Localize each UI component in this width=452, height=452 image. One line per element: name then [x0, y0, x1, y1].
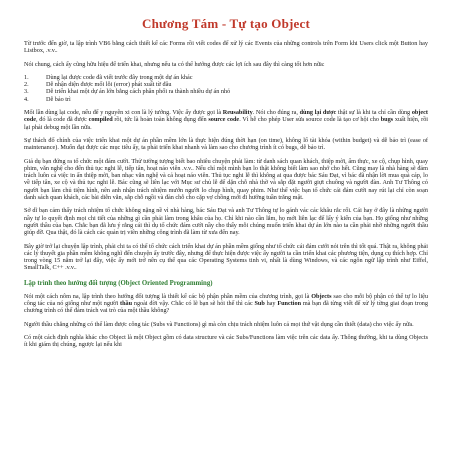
term-objects: Objects [311, 292, 332, 300]
benefits-list [24, 74, 428, 103]
list-text: Dùng lại được code đã viết trước đây trong một dự án khác [46, 73, 193, 81]
term-compiled: compiled [88, 116, 113, 124]
list-number: 4. [24, 95, 29, 103]
term-reusability: Reusability [222, 109, 253, 117]
section-heading: Lập trình theo hướng đối tượng (Object Oriented Programming) [24, 279, 213, 287]
wedding-paragraph: Giả dụ bạn đứng ra tổ chức một đám cưới. Thử tưởng tượng biết bao nhiêu chuyện phải làm: từ danh sách quan khách, thiệp mời, ẩm thực, xe cộ, chụp hình, quay phim, văn nghệ cho đến thủ tục nghi lễ, tiếp tân, hoạt náo viên .v.v.. Nếu chỉ một mình bạn lo thật không biết làm sao nhớ cho hết. Cũng may là nhà hàng sẽ đảm trách luôn cả việc in ấn thiệp mời, ban nhạc văn nghệ và cả hoạt náo viên. Thủ tục nghi lễ thì không ai qua được bác Sáu Đạt, vì bác đã nhận lời mua quà cáp, lo về tiếp tân, xe cộ và thủ tục nghi lễ. Bác cũng sẽ liên lạc với Mục sư chủ lễ để dặn chỗ nhà thờ và sắp đặt người giựt chuông và người đàn. Anh Tư Thông có người bạn làm chủ tiệm hình, nên anh nhận trách nhiệm mướn người lo chụp hình, quay phim. Như thế việc bạn tổ chức cái đám cưới nay rút lại chỉ còn soạn danh sách quan khách, các bài diễn văn, sắp chỗ ngồi và đàn chỗ cho cặp vợ chồng mới đi hưởng tuần trăng mật. [24, 157, 428, 202]
intro-paragraph-2: Nói chung, cách ấy cũng hữu hiệu để triển khai, nhưng nếu ta có thể hướng được các lợi ích sau đây thì càng tốt hơn nữa: [24, 60, 325, 68]
challenge-paragraph: Sự thách đố chính của việc triển khai một dự án phần mềm lớn là thực hiện đúng thời hạn (on time), không lố tài khóa (within budget) và dễ bảo trì (ease of maintenance). Muốn đạt được các mục tiêu ấy, ta phải triển khai nhanh và làm sao cho chương trình ít có bugs, dễ bảo trì. [24, 136, 428, 152]
list-item [24, 74, 428, 81]
definition-paragraph: Có một cách định nghĩa khác cho Object là một Object gồm có data structure và các Subs/Functions làm việc trên các data ấy. Thông thường, khi ta dùng Objects ít khi giám thị chúng, ngược lại nếu khi [24, 333, 428, 349]
list-number: 3. [24, 88, 29, 96]
list-text: Dễ bảo trì [46, 95, 71, 103]
term-sub: Sub [254, 300, 265, 308]
term-contractor: thầu [120, 300, 133, 308]
page-title: Chương Tám - Tự tạo Object [142, 16, 310, 31]
term-source-code: source code [208, 116, 240, 124]
term-object-code: object code [24, 109, 428, 124]
term-bugs: bugs [380, 116, 394, 124]
list-text: Dễ triển khai một dự án lớn bằng cách phân phối ra thành nhiều dự án nhỏ [46, 88, 231, 96]
contractor-paragraph: Sở dĩ bạn cảm thấy trách nhiệm tổ chức không nặng nề vì nhà hàng, bác Sáu Đạt và anh Tư Thông tự lo gánh vác các khâu rắc rối. Cái hay ở đây là những người nầy tự lo quyết định mọi chi tiết của những gì cần phải làm trong khâu của họ. Chỉ khi nào cần lắm, họ mới liên lạc để lấy ý kiến của bạn. Họ giống như những người thầu của bạn. Chắc bạn đã lưu ý rằng cái thì dụ tổ chức đám cưới nầy cho thấy mỗi chúng muốn triển khai dự án lớn nào ta cần phải nhờ những người thầu giúp đỡ. Qua thật, đó là cách các quản trị viên những công trình đã làm từ xưa đến nay. [24, 207, 428, 237]
list-number: 2. [24, 81, 29, 89]
list-item [24, 81, 428, 88]
oop-paragraph: Nói một cách nôm na, lập trình theo hướng đối tượng là thiết kế các bộ phận phần mềm của chương trình, gọi là Objects sao cho mỗi bộ phận có thể tự lo liệu công tác của nó giống như một người thầu ngoài đời vậy. Chắc có lẽ bạn sẽ hỏi thế thì các Sub hay Function mà bạn đã từng viết để xử lý từng giai đoạn trong chương trình có thể đảm trách vai trò của một thầu không? [24, 292, 428, 315]
term-function: Function [277, 300, 302, 308]
list-item [24, 96, 428, 103]
list-item [24, 88, 428, 95]
reusability-paragraph: Mối lần dùng lại code, nếu để y nguyên xi con là lý tưởng. Việc ấy được gọi là Reusability. Nói cho đúng ra, dùng lại được thật sự là khi ta chỉ cần dùng object code, đó là code đã được compiled rồi, tức là hoàn toàn không đụng đến source code. Vì hễ cho phép User sửa source code là tạo cơ hội cho bugs xuất hiện, rồi lại phải debug một lần nữa. [24, 109, 429, 131]
list-text: Dễ nhận diện được mối lỗi (error) phát xuất từ đâu [46, 81, 172, 89]
programming-paragraph: Bây giờ trở lại chuyện lập trình, phải chi ta có thể tổ chức cách triển khai dự án phần mềm giống như tổ chức cái đám cưới nói trên thì tốt quá. Thật ra, không phải các lý thuyết gia phần mềm không nghĩ đến chuyện ấy trước đây, nhưng để thực hiện được việc ấy người ta cần triển khai các phương tiện, dụng cụ thích hợp. Chỉ trong vòng 15 năm trở lại đây, việc ấy mới trở nên cụ thể qua các Operating Systems tinh vi, nhất là dùng Windows, và các ngôn ngữ lập trình như Eiffel, SmallTalk, C++ .v.v.. [24, 242, 428, 272]
term-reusable: dùng lại được [299, 109, 337, 117]
subs-paragraph: Người thầu chăng những có thể làm được công tác (Subs và Functions) gì mà còn chịu trách nhiệm luôn cả mọi thứ vật dụng cần thiết (data) cho việc ấy nữa. [24, 320, 414, 328]
intro-paragraph-1: Từ trước đến giờ, ta lập trình VB6 bằng cách thiết kế các Forms rồi viết codes để xử lý các Events của những controls trên Form khi Users click một Button hay Listbox, .v.v.. [24, 40, 428, 55]
list-number: 1. [24, 73, 29, 81]
